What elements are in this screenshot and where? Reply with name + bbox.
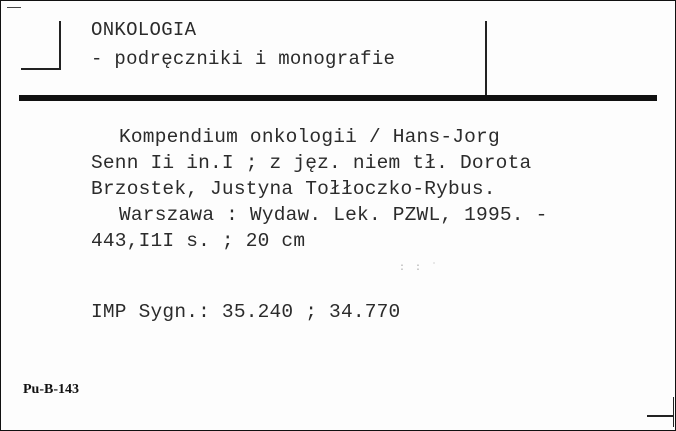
corner-mark xyxy=(647,415,673,417)
entry-line: 443,I1I s. ; 20 cm xyxy=(91,230,306,252)
entry-line: Brzostek, Justyna Tołłoczko-Rybus. xyxy=(91,178,496,200)
header-divider xyxy=(19,95,657,101)
subject-subheading: - podręczniki i monografie xyxy=(91,48,396,70)
left-vertical-rule xyxy=(59,21,61,69)
paper-specks: : : ˙ xyxy=(399,263,440,274)
entry-line: Kompendium onkologii / Hans-Jorg xyxy=(119,126,500,148)
call-number: IMP Sygn.: 35.240 ; 34.770 xyxy=(91,301,401,323)
entry-line: Warszawa : Wydaw. Lek. PZWL, 1995. - xyxy=(119,204,548,226)
left-horizontal-rule xyxy=(21,68,61,70)
corner-mark xyxy=(673,397,674,427)
library-stamp: Pu-B-143 xyxy=(23,382,79,397)
subject-heading: ONKOLOGIA xyxy=(91,19,197,41)
right-vertical-rule xyxy=(485,21,487,96)
corner-mark xyxy=(7,7,21,8)
entry-line: Senn Ii in.I ; z jęz. niem tł. Dorota xyxy=(91,152,532,174)
